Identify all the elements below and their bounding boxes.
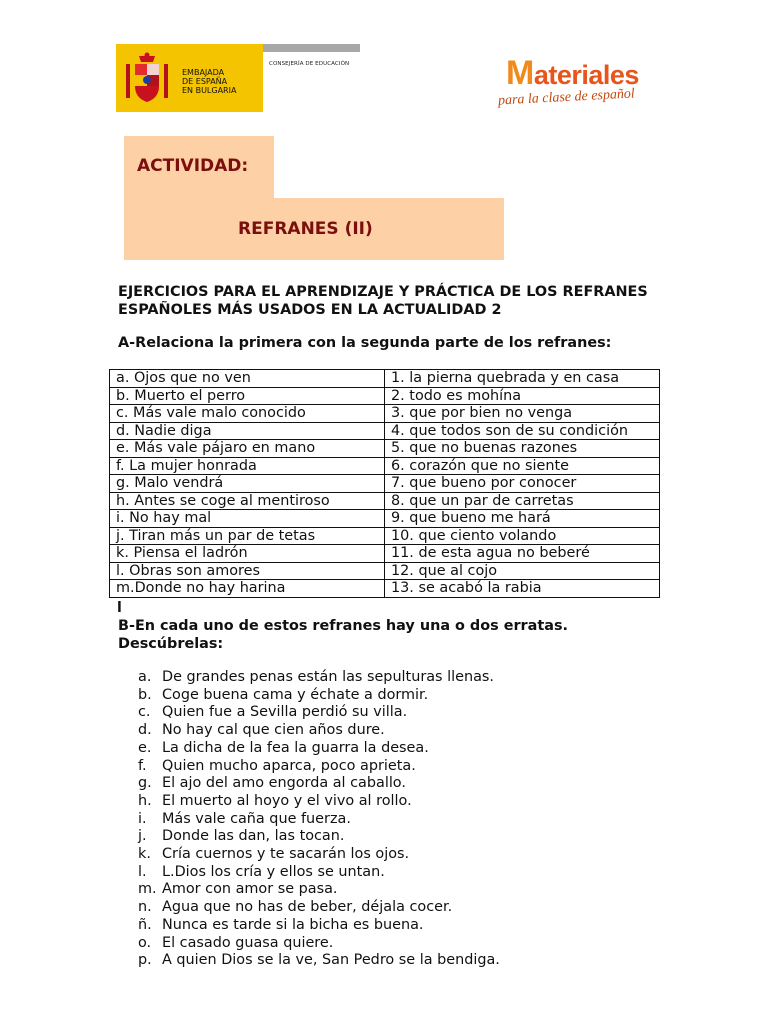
- list-item-letter: j.: [138, 828, 147, 845]
- list-item-text: Amor con amor se pasa.: [162, 881, 338, 898]
- materiales-rest: ateriales: [533, 60, 639, 90]
- list-item-letter: c.: [138, 704, 151, 721]
- list-item-text: Coge buena cama y échate a dormir.: [162, 686, 429, 703]
- list-item-letter: l.: [138, 863, 147, 880]
- list-item-letter: a.: [138, 669, 152, 685]
- refran-second-part: 7. que bueno por conocer: [385, 475, 660, 493]
- refran-first-part: g. Malo vendrá: [110, 475, 385, 493]
- list-item-text: Más vale caña que fuerza.: [162, 810, 351, 827]
- refran-first-part: a. Ojos que no ven: [110, 370, 385, 388]
- embassy-line-1: EMBAJADA: [182, 68, 225, 77]
- list-item: [138, 864, 500, 882]
- refran-second-part: 4. que todos son de su condición: [385, 422, 660, 440]
- refran-second-part: 13. se acabó la rabia: [385, 580, 660, 598]
- list-item-text: Cría cuernos y te sacarán los ojos.: [162, 846, 410, 863]
- list-item: [138, 704, 500, 722]
- list-item: [138, 935, 500, 953]
- table-row: [110, 475, 660, 493]
- list-item-text: Quien fue a Sevilla perdió su villa.: [162, 704, 408, 721]
- errata-list: [138, 669, 500, 970]
- refran-first-part: e. Más vale pájaro en mano: [110, 440, 385, 458]
- list-item-text: Donde las dan, las tocan.: [162, 828, 345, 845]
- list-item-text: El ajo del amo engorda al caballo.: [162, 775, 406, 792]
- list-item: [138, 740, 500, 758]
- refran-second-part: 10. que ciento volando: [385, 527, 660, 545]
- refran-second-part: 9. que bueno me hará: [385, 510, 660, 528]
- list-item-letter: m.: [138, 881, 157, 898]
- materiales-logo: [497, 50, 666, 112]
- table-row: [110, 580, 660, 598]
- list-item: [138, 793, 500, 811]
- list-item: [138, 828, 500, 846]
- table-row: [110, 422, 660, 440]
- list-item-text: La dicha de la fea la guarra la desea.: [162, 739, 429, 756]
- table-row: [110, 510, 660, 528]
- table-row: [110, 405, 660, 423]
- list-item-text: A quien Dios se la ve, San Pedro se la bendiga.: [162, 952, 500, 969]
- embassy-line-2: DE ESPAÑA: [182, 77, 228, 86]
- list-item: [138, 811, 500, 829]
- materiales-tagline: para la clase de español: [497, 86, 636, 109]
- stray-mark: l: [117, 600, 122, 616]
- list-item-text: Quien mucho aparca, poco aprieta.: [162, 757, 416, 774]
- list-item-letter: ñ.: [138, 916, 152, 933]
- section-a-instruction: A-Relaciona la primera con la segunda parte de los refranes:: [118, 335, 612, 351]
- page-heading: EJERCICIOS PARA EL APRENDIZAJE Y PRÁCTICA DE LOS REFRANES ESPAÑOLES MÁS USADOS EN LA ACTUALIDAD 2: [118, 284, 648, 318]
- list-item-text: Nunca es tarde si la bicha es buena.: [162, 916, 424, 933]
- list-item: [138, 775, 500, 793]
- list-item-letter: k.: [138, 846, 151, 863]
- activity-title: REFRANES (II): [238, 219, 373, 239]
- refran-first-part: i. No hay mal: [110, 510, 385, 528]
- list-item: [138, 722, 500, 740]
- refran-second-part: 1. la pierna quebrada y en casa: [385, 370, 660, 388]
- refran-second-part: 6. corazón que no siente: [385, 457, 660, 475]
- table-row: [110, 492, 660, 510]
- refran-first-part: l. Obras son amores: [110, 562, 385, 580]
- table-row: [110, 545, 660, 563]
- refran-second-part: 11. de esta agua no beberé: [385, 545, 660, 563]
- table-row: [110, 370, 660, 388]
- refran-second-part: 3. que por bien no venga: [385, 405, 660, 423]
- list-item-letter: h.: [138, 792, 152, 809]
- activity-label: ACTIVIDAD:: [137, 156, 249, 176]
- table-row: [110, 457, 660, 475]
- list-item: [138, 952, 500, 970]
- list-item-letter: b.: [138, 686, 152, 703]
- list-item-text: Agua que no has de beber, déjala cocer.: [162, 899, 453, 916]
- refran-first-part: c. Más vale malo conocido: [110, 405, 385, 423]
- consejeria-label: CONSEJERÍA DE EDUCACIÓN: [269, 61, 350, 67]
- refran-first-part: b. Muerto el perro: [110, 387, 385, 405]
- refran-first-part: m.Donde no hay harina: [110, 580, 385, 598]
- list-item: [138, 687, 500, 705]
- list-item-text: No hay cal que cien años dure.: [162, 722, 385, 739]
- embassy-name: [182, 68, 236, 95]
- embassy-logo: [116, 44, 360, 112]
- list-item: [138, 669, 500, 687]
- list-item: [138, 846, 500, 864]
- list-item-letter: g.: [138, 775, 152, 792]
- refran-second-part: 12. que al cojo: [385, 562, 660, 580]
- coat-of-arms-icon: [124, 52, 170, 106]
- list-item: [138, 758, 500, 776]
- list-item-letter: i.: [138, 810, 147, 827]
- table-row: [110, 440, 660, 458]
- list-item-letter: o.: [138, 934, 152, 951]
- refran-first-part: f. La mujer honrada: [110, 457, 385, 475]
- list-item-letter: f.: [138, 757, 147, 774]
- list-item-text: De grandes penas están las sepulturas llenas.: [162, 669, 494, 685]
- table-row: [110, 527, 660, 545]
- list-item-text: L.Dios los cría y ellos se untan.: [162, 863, 385, 880]
- refran-second-part: 5. que no buenas razones: [385, 440, 660, 458]
- refran-first-part: j. Tiran más un par de tetas: [110, 527, 385, 545]
- table-row: [110, 562, 660, 580]
- section-b-instruction: B-En cada uno de estos refranes hay una o dos erratas. Descúbrelas:: [118, 618, 568, 652]
- refran-second-part: 2. todo es mohína: [385, 387, 660, 405]
- list-item: [138, 881, 500, 899]
- matching-table: [109, 369, 660, 598]
- embassy-line-3: EN BULGARIA: [182, 86, 237, 95]
- refran-first-part: k. Piensa el ladrón: [110, 545, 385, 563]
- list-item-letter: e.: [138, 739, 152, 756]
- list-item-text: El muerto al hoyo y el vivo al rollo.: [162, 792, 412, 809]
- list-item-letter: n.: [138, 899, 152, 916]
- consejeria-bar: [263, 44, 360, 52]
- list-item: [138, 899, 500, 917]
- list-item-letter: p.: [138, 952, 152, 969]
- refran-first-part: h. Antes se coge al mentiroso: [110, 492, 385, 510]
- table-row: [110, 387, 660, 405]
- refran-first-part: d. Nadie diga: [110, 422, 385, 440]
- materiales-initial: M: [506, 54, 534, 92]
- list-item-letter: d.: [138, 722, 152, 739]
- list-item: [138, 917, 500, 935]
- list-item-text: El casado guasa quiere.: [162, 934, 334, 951]
- refran-second-part: 8. que un par de carretas: [385, 492, 660, 510]
